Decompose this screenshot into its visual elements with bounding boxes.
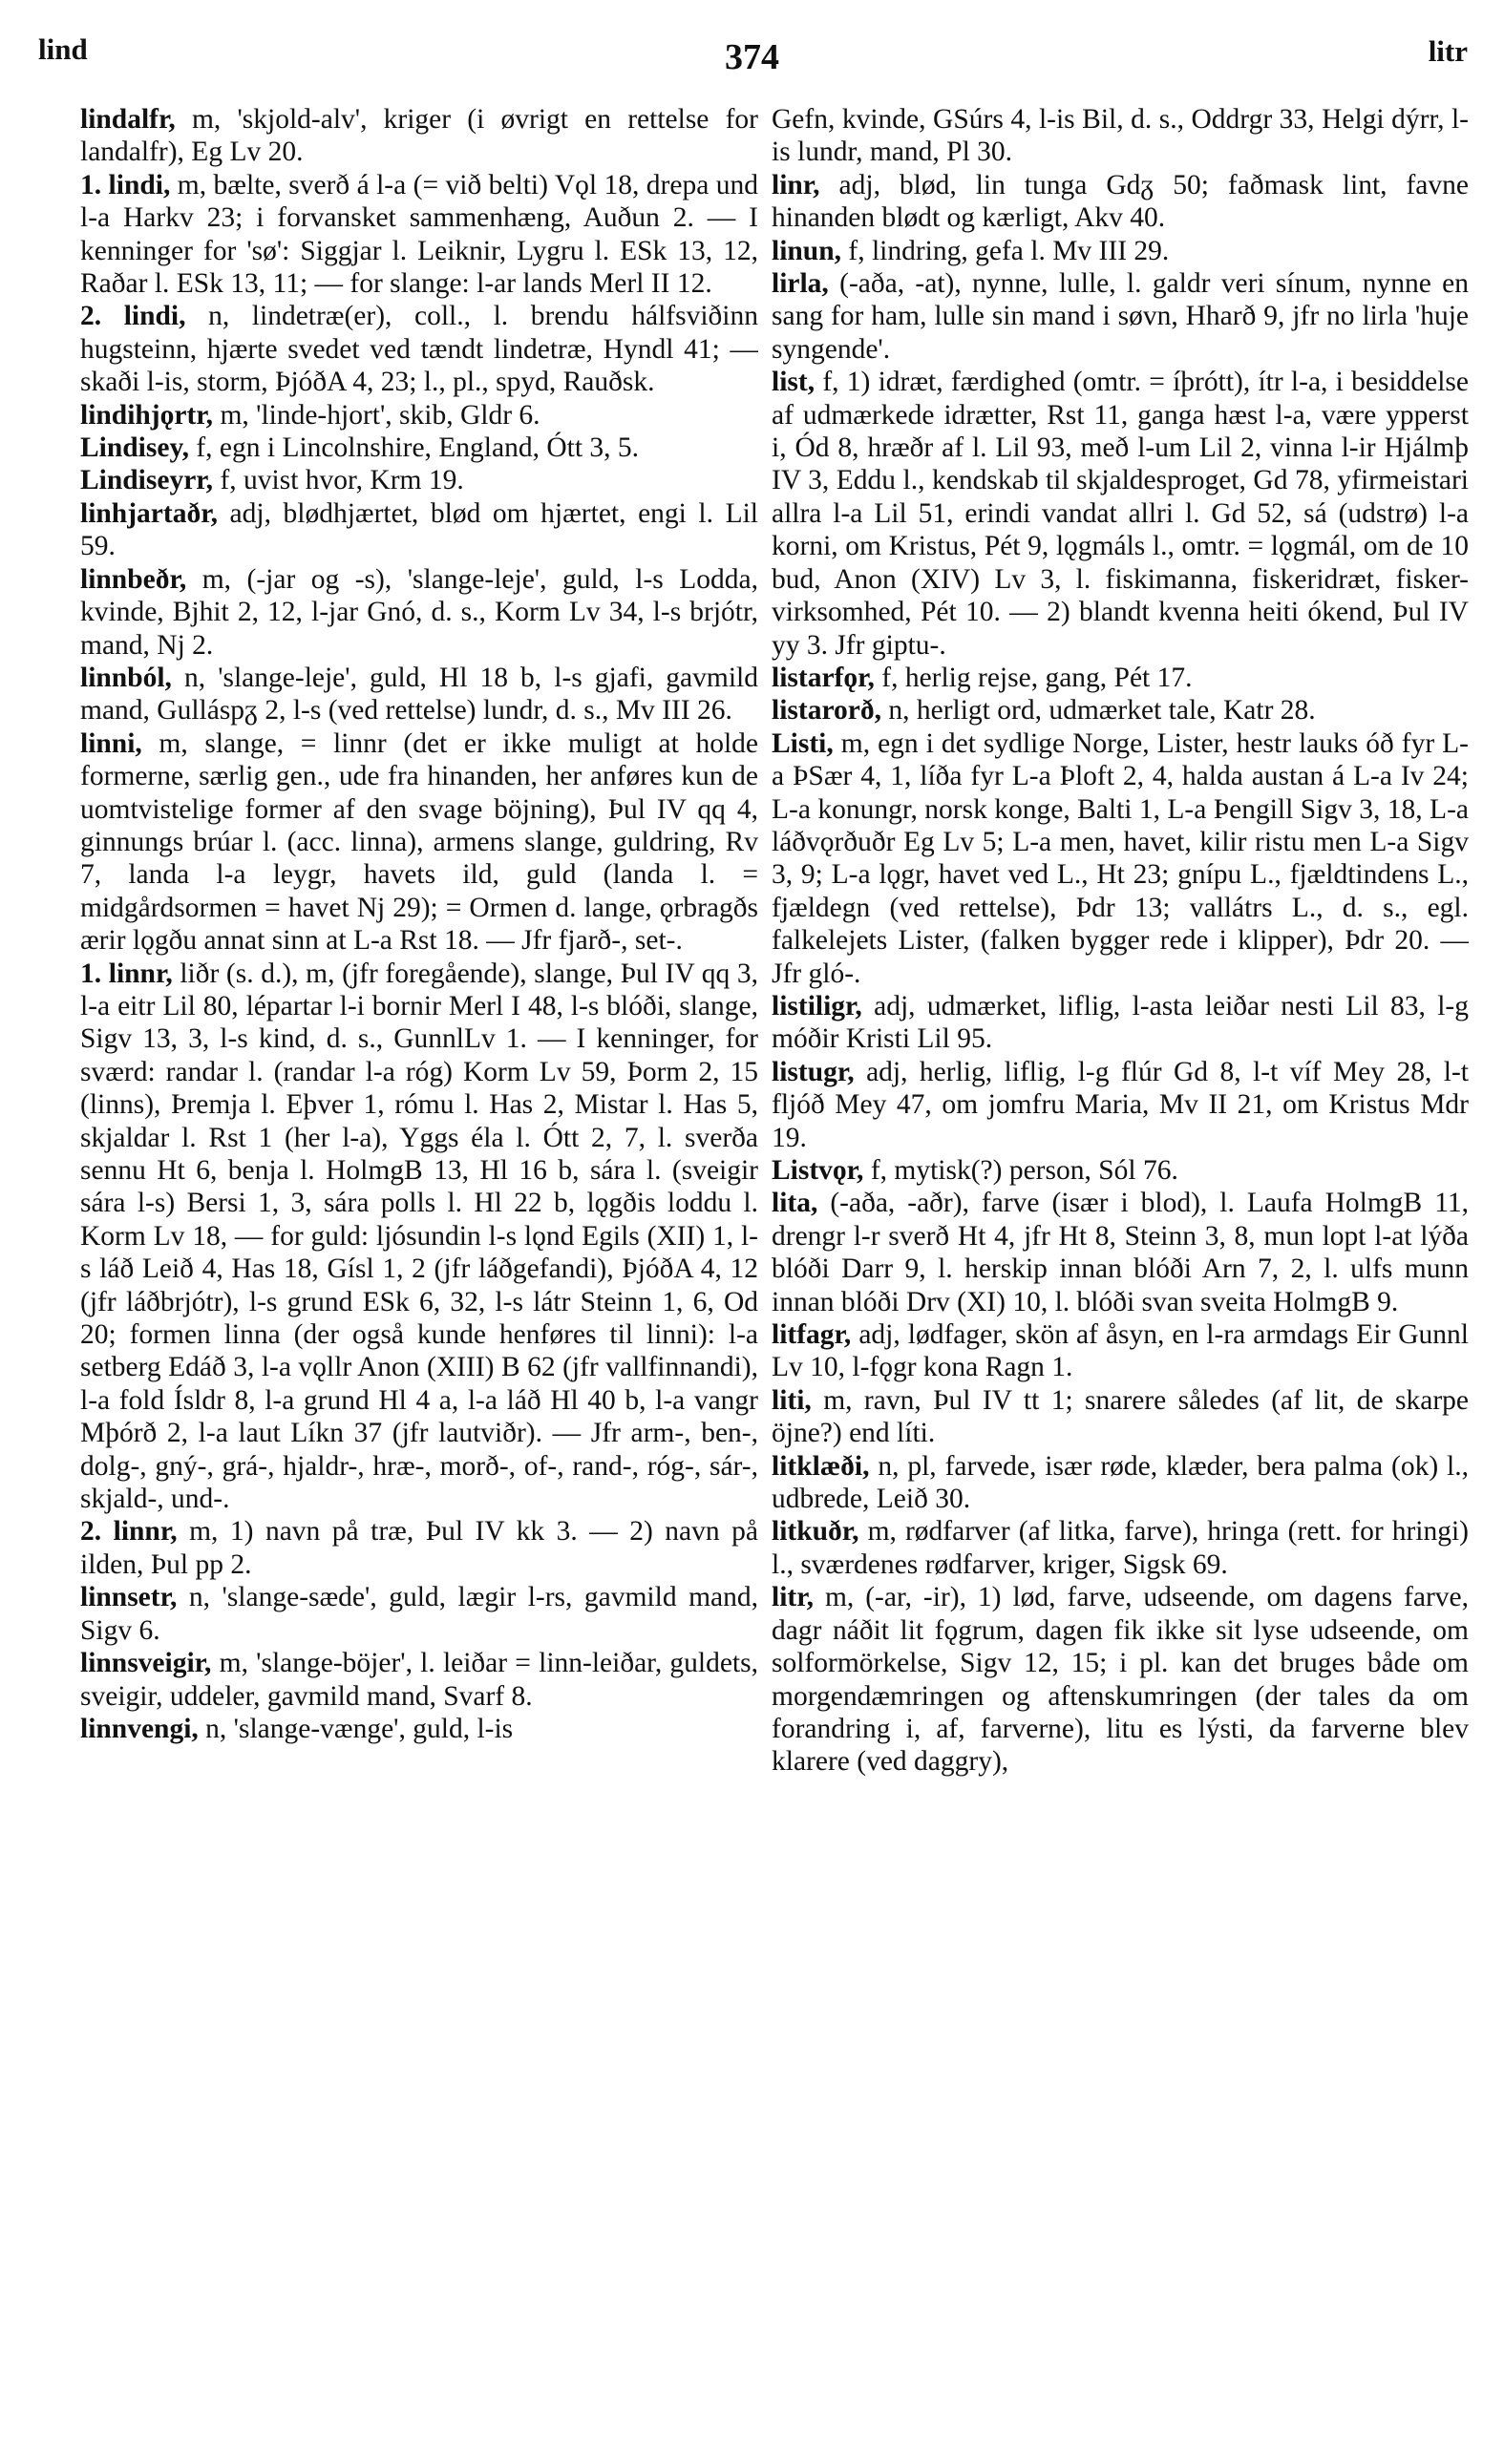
entry-headword: listiligr, [772, 990, 862, 1021]
entry-headword: 2. lindi, [80, 301, 186, 332]
entry-definition: adj, herlig, liflig, l-g flúr Gd 8, l-t víf Mey 28, l-t fljóð Mey 47, om jomfru Maria, Mv II 21, om Kristus Mdr 19. [772, 1056, 1469, 1153]
entry-definition: m, egn i det sydlige Norge, Lister, hestr lauks óð fyr L-a ÞSær 4, 1, líða fyr L-a Þloft 2, 4, halda austan á L-a Iv 24; L-a konungr, norsk konge, Balti 1, L-a Þengill Sigv 3, 18, L-a láðvǫrðuðr Eg Lv 5; L-a men, havet, kilir ristu men L-a Sigv 3, 9; L-a lǫgr, havet ved L., Ht 23; gnípu L., fjældtindens L., fjældegn (ved rettelse), Þdr 13; vallátrs L., d. s., egl. falkelejets Lister, (falken bygger rede i klipper), Þdr 20. — Jfr gló-. [772, 727, 1469, 989]
left-column [80, 103, 758, 2453]
dictionary-entry [80, 958, 758, 1516]
entry-definition: liðr (s. d.), m, (jfr foregående), slange, Þul IV qq 3, l-a eitr Lil 80, lépartar l-i bornir Merl I 48, l-s blóði, slange, Sigv 13, 3, l-s kind, d. s., GunnlLv 1. — I kenninger, for sværd: randar l. (randar l-a róg) Korm Lv 59, Þorm 2, 15 (linns), Þremja l. Eþver 1, rómu l. Has 2, Mistar l. Has 5, skjaldar l. Rst 1 (her l-a), Yggs éla l. Ótt 2, 7, l. sverða sennu Ht 6, benja l. HolmgB 13, Hl 16 b, sára l. (sveigir sára l-s) Bersi 1, 3, sára polls l. Hl 22 b, lǫgðis loddu l. Korm Lv 18, — for guld: ljósundin l-s lǫnd Egils (XII) 1, l-s láð Leið 4, Has 18, Gísl 1, 2 (jfr láðgefandi), ÞjóðA 4, 12 (jfr láðbrjótr), l-s grund ESk 6, 32, l-s látr Steinn 1, 6, Od 20; formen linna (der også kunde henføres til linni): l-a setberg Edáð 3, l-a vǫllr Anon (XIII) B 62 (jfr vallfinnandi), l-a fold Ísldr 8, l-a grund Hl 4 a, l-a láð Hl 40 b, l-a vangr Mþórð 2, l-a laut Líkn 37 (jfr lautviðr). — Jfr arm-, ben-, dolg-, gný-, grá-, hjaldr-, hræ-, morð-, of-, rand-, róg-, sár-, skjald-, und-. [80, 958, 758, 1515]
entry-headword: litfagr, [772, 1319, 852, 1351]
entry-definition: n, lindetræ(er), coll., l. brendu hálfsviðinn hugsteinn, hjærte svedet ved tændt lindetræ, Hyndl 41; — skaði l-is, storm, ÞjóðA 4, 23; l., pl., spyd, Rauðsk. [80, 301, 758, 398]
entry-definition: n, 'slange-vænge', guld, l-is [198, 1713, 514, 1744]
entry-headword: linhjartaðr, [80, 497, 218, 529]
dictionary-entry [772, 694, 1469, 727]
dictionary-entry [80, 563, 758, 662]
dictionary-entry [80, 300, 758, 398]
entry-definition: adj, blød, lin tunga Gdᵹ 50; faðmask lint, favne hinanden blødt og kærligt, Akv 40. [772, 169, 1469, 234]
dictionary-entry [772, 990, 1469, 1056]
entry-headword: Lindisey, [80, 432, 189, 464]
dictionary-entry [80, 1713, 758, 1745]
entry-headword: linr, [772, 169, 820, 200]
right-column [772, 103, 1469, 2453]
entry-headword: liti, [772, 1384, 812, 1416]
entry-headword: linnból, [80, 662, 172, 693]
entry-definition: m, ravn, Þul IV tt 1; snarere således (af lit, de skarpe öjne?) end líti. [772, 1384, 1469, 1449]
dictionary-entry [772, 1318, 1469, 1384]
dictionary-entry [772, 1450, 1469, 1516]
entry-headword: linnvengi, [80, 1713, 199, 1744]
entry-definition: n, herligt ord, udmærket tale, Katr 28. [880, 695, 1316, 727]
dictionary-entry [80, 1515, 758, 1581]
entry-headword: linun, [772, 235, 841, 266]
entry-definition: f, lindring, gefa l. Mv III 29. [841, 235, 1170, 266]
dictionary-entry [772, 366, 1469, 662]
dictionary-entry [80, 399, 758, 432]
entry-headword: lirla, [772, 268, 829, 300]
entry-definition: m, (-jar og -s), 'slange-leje', guld, l-s Lodda, kvinde, Bjhit 2, 12, l-jar Gnó, d. s., Korm Lv 34, l-s brjótr, mand, Nj 2. [80, 563, 758, 661]
page-header [0, 21, 1504, 88]
entry-headword: lindihjǫrtr, [80, 399, 214, 431]
entry-definition: (-aða, -at), nynne, lulle, l. galdr veri sínum, nynne en sang for ham, lulle sin mand i søvn, Hharð 9, jfr no lirla 'huje syngende'. [772, 268, 1469, 365]
entry-definition: m, (-ar, -ir), 1) lød, farve, udseende, om dagens farve, dagr náðit lit fǫgrum, dagen fik ikke sit lyse udseende, om solformörkelse, Sigv 12, 15; i pl. kan det bruges både om morgendæmringen og aftenskumringen (der tales da om forandring i, af, farverne), litu es lýsti, da farverne blev klarere (ved daggry), [772, 1582, 1469, 1778]
entry-definition: m, 'skjold-alv', kriger (i øvrigt en rettelse for landalfr), Eg Lv 20. [80, 104, 758, 168]
dictionary-entry [80, 103, 758, 169]
entry-headword: 1. linnr, [80, 958, 173, 989]
dictionary-entry [772, 1154, 1469, 1187]
dictionary-entry [772, 169, 1469, 235]
dictionary-entry [772, 727, 1469, 990]
dictionary-entry [772, 1581, 1469, 1778]
entry-definition: f, mytisk(?) person, Sól 76. [863, 1155, 1178, 1186]
entry-headword: 1. lindi, [80, 169, 171, 200]
entry-definition: adj, lødfager, skön af åsyn, en l-ra armdags Eir Gunnl Lv 10, l-fǫgr kona Ragn 1. [772, 1319, 1469, 1383]
header-first-headword: lind [38, 32, 88, 66]
entry-definition: adj, blødhjærtet, blød om hjærtet, engi l. Lil 59. [80, 497, 758, 562]
entry-definition: m, bælte, sverð á l-a (= við belti) Vǫl 18, drepa und l-a Harkv 23; i forvansket sammenhæng, Auðun 2. — I kenninger for 'sø': Siggjar l. Leiknir, Lygru l. ESk 13, 12, Raðar l. ESk 13, 11; — for slange: l-ar lands Merl II 12. [80, 169, 758, 300]
entry-headword: litklæði, [772, 1450, 870, 1482]
entry-headword: Listi, [772, 727, 834, 759]
entry-headword: linni, [80, 727, 142, 759]
dictionary-entry [772, 267, 1469, 366]
entry-headword: linnbeðr, [80, 563, 187, 595]
entry-definition: Gefn, kvinde, GSúrs 4, l-is Bil, d. s., Oddrgr 33, Helgi dýrr, l-is lundr, mand, Pl 30. [772, 104, 1469, 168]
dictionary-entry [772, 1187, 1469, 1318]
entry-definition: m, 'linde-hjort', skib, Gldr 6. [213, 399, 540, 431]
dictionary-entry [772, 662, 1469, 694]
header-last-headword: litr [1428, 34, 1468, 68]
dictionary-entry [80, 1581, 758, 1647]
dictionary-entry [80, 432, 758, 464]
entry-headword: Listvǫr, [772, 1155, 864, 1186]
entry-definition: m, rødfarver (af litka, farve), hringa (rett. for hringi) l., sværdenes rødfarver, kriger, Sigsk 69. [772, 1516, 1469, 1580]
page-number: 374 [725, 37, 779, 77]
entry-definition: f, 1) idræt, færdighed (omtr. = íþrótt), ítr l-a, i besiddelse af udmærkede idrætter, Rst 11, ganga hæst l-a, være ypperst i, Ód 8, hræðr af l. Lil 93, með l-um Lil 2, vinna l-ir Hjálmþ IV 3, Eddu l., kendskab til skjaldesproget, Gd 78, yfirmeistari allra l-a Lil 51, erindi vandat allri l. Gd 52, sá (udstrø) l-a korni, om Kristus, Pét 9, lǫgmáls l., omtr. = lǫgmál, om de 10 bud, Anon (XIV) Lv 3, l. fiskimanna, fiskeridræt, fisker-virksomhed, Pét 10. — 2) blandt kvenna heiti ókend, Þul IV yy 3. Jfr giptu-. [772, 367, 1469, 661]
entry-definition: n, 'slange-sæde', guld, lægir l-rs, gavmild mand, Sigv 6. [80, 1582, 758, 1646]
dictionary-entry [80, 169, 758, 301]
entry-definition: adj, udmærket, liflig, l-asta leiðar nesti Lil 83, l-g móðir Kristi Lil 95. [772, 990, 1469, 1055]
entry-headword: listugr, [772, 1056, 855, 1087]
entry-definition: n, 'slange-leje', guld, Hl 18 b, l-s gjafi, gavmild mand, Gulláspᵹ 2, l-s (ved rettelse) lundr, d. s., Mv III 26. [80, 662, 758, 727]
dictionary-entry [80, 464, 758, 496]
entry-headword: lindalfr, [80, 104, 176, 135]
entry-headword: linnsetr, [80, 1582, 178, 1613]
dictionary-entry [80, 727, 758, 958]
entry-definition: m, 'slange-böjer', l. leiðar = linn-leiðar, guldets, sveigir, uddeler, gavmild mand, Svarf 8. [80, 1648, 758, 1712]
dictionary-entry [772, 1515, 1469, 1581]
entry-headword: listarorð, [772, 695, 881, 727]
entry-headword: listarfǫr, [772, 662, 875, 693]
entry-definition: f, uvist hvor, Krm 19. [213, 465, 464, 496]
entry-headword: lita, [772, 1188, 818, 1219]
entry-definition: n, pl, farvede, især røde, klæder, bera palma (ok) l., udbrede, Leið 30. [772, 1450, 1469, 1515]
entry-definition: (-aða, -aðr), farve (især i blod), l. Laufa HolmgB 11, drengr l-r sverð Ht 4, jfr Ht 8, Steinn 3, 8, mun lopt l-at lýða blóði Darr 9, l. herskip innan blóði Arn 7, 2, l. ulfs munn innan blóði Drv (XI) 10, l. blóði svan sveita HolmgB 9. [772, 1188, 1469, 1317]
entry-headword: linnsveigir, [80, 1648, 212, 1679]
dictionary-entry [80, 1647, 758, 1713]
entry-headword: litr, [772, 1582, 814, 1613]
dictionary-entry [772, 235, 1469, 267]
dictionary-entry [772, 1056, 1469, 1154]
entry-headword: 2. linnr, [80, 1516, 178, 1548]
dictionary-entry [80, 497, 758, 563]
entry-headword: litkuðr, [772, 1516, 859, 1548]
entry-definition: f, herlig rejse, gang, Pét 17. [874, 662, 1193, 693]
dictionary-entry [772, 1384, 1469, 1450]
entry-definition: f, egn i Lincolnshire, England, Ótt 3, 5. [188, 432, 640, 464]
entry-headword: list, [772, 367, 816, 398]
entry-headword: Lindiseyrr, [80, 465, 214, 496]
dictionary-entry [772, 103, 1469, 169]
entry-definition: m, slange, = linnr (det er ikke muligt at holde formerne, særlig gen., ude fra hinanden, her anføres kun de uomtvistelige former af den svage böjning), Þul IV qq 4, ginnungs brúar l. (acc. linna), armens slange, guldring, Rv 7, landa l-a leygr, havets ild, guld (landa l. = midgårdsormen = havet Nj 29); = Ormen d. lange, ǫrbragðs ærir lǫgðu annat sinn at L-a Rst 18. — Jfr fjarð-, set-. [80, 727, 758, 957]
dictionary-entry [80, 662, 758, 727]
entry-definition: m, 1) navn på træ, Þul IV kk 3. — 2) navn på ilden, Þul pp 2. [80, 1516, 758, 1580]
